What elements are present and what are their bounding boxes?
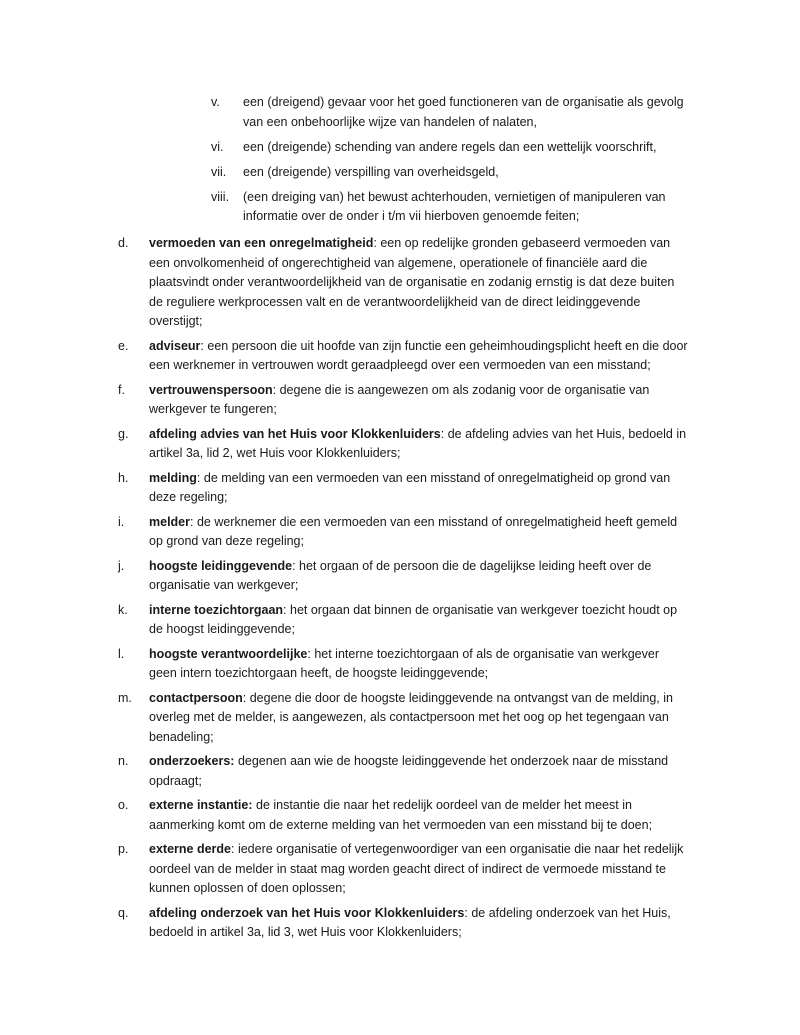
definition-term: externe derde	[149, 842, 231, 856]
definition-text: het orgaan of de persoon die de dagelijkse leiding heeft over de organisatie van werkgever;	[149, 558, 652, 592]
definition-letter: l.	[118, 646, 125, 661]
definition-letter: d.	[118, 236, 129, 250]
definition-text: de melding van een vermoeden van een misstand of onregelmatigheid op grond van deze regeling;	[149, 470, 671, 504]
definition-text: de afdeling onderzoek van het Huis, bedoeld in artikel 3a, lid 3, wet Huis voor Klokkenluiders;	[149, 905, 671, 939]
definition-text: een op redelijke gronden gebaseerd vermoeden van een onvolkomenheid of ongerechtigheid van algemene, operationele of financiële aard die plaatsvindt onder verantwoordelijkheid van de organisatie en zodanig ernstig is dat deze buiten de reguliere werkprocessen valt en de verantwoordelijkheid van de direct leidinggevende overstijgt;	[149, 236, 675, 328]
sub-item-number: viii.	[211, 189, 230, 204]
definition-item-n	[0, 752, 800, 791]
definition-letter: f.	[118, 382, 125, 397]
definition-separator: :	[196, 470, 204, 485]
definition-term: onderzoekers:	[149, 754, 235, 768]
definition-letter: i.	[118, 514, 125, 529]
definition-item-g	[0, 425, 800, 464]
sub-item-number: vi.	[211, 139, 224, 154]
definition-item-h	[0, 469, 800, 508]
definition-item-k	[0, 601, 800, 640]
definition-separator: :	[230, 842, 238, 856]
definition-separator: :	[440, 426, 448, 441]
definition-term: melding	[149, 470, 197, 485]
definition-term: afdeling advies van het Huis voor Klokkenluiders	[149, 426, 441, 441]
definition-term: hoogste leidinggevende	[149, 558, 293, 573]
definition-separator: :	[242, 690, 250, 705]
sub-item-text: een (dreigend) gevaar voor het goed functioneren van de organisatie als gevolg van een onbehoorlijke wijze van handelen of nalaten,	[243, 95, 684, 129]
definition-term: externe instantie:	[149, 798, 253, 812]
definition-term: afdeling onderzoek van het Huis voor Klokkenluiders	[149, 905, 465, 920]
definition-text: het orgaan dat binnen de organisatie van werkgever toezicht houdt op de hoogst leidinggevende;	[149, 602, 678, 636]
definition-term: interne toezichtorgaan	[149, 602, 284, 617]
definition-item-q	[0, 904, 800, 943]
definition-letter: m.	[118, 690, 132, 705]
definition-separator: :	[307, 646, 315, 661]
definition-item-i	[0, 513, 800, 552]
definition-separator: :	[272, 382, 280, 397]
definition-separator: :	[190, 514, 197, 529]
definition-text: de werknemer die een vermoeden van een misstand of onregelmatigheid heeft gemeld op grond van deze regeling;	[149, 514, 678, 548]
sub-item	[0, 163, 800, 183]
definition-text: een persoon die uit hoofde van zijn functie een geheimhoudingsplicht heeft en die door een werknemer in vertrouwen wordt geraadpleegd over een vermoeden van een misstand;	[149, 338, 688, 372]
sub-item-list	[0, 93, 800, 232]
definition-text: degene die is aangewezen om als zodanig voor de organisatie van werkgever te fungeren;	[149, 382, 650, 416]
sub-item-text: een (dreigende) verspilling van overheidsgeld,	[243, 164, 499, 179]
definition-term: vertrouwenspersoon	[149, 382, 273, 397]
sub-item-number: v.	[211, 95, 220, 109]
definition-letter: q.	[118, 905, 129, 920]
definition-item-o	[0, 796, 800, 835]
definition-letter: j.	[118, 558, 125, 573]
definition-text: degenen aan wie de hoogste leidinggevende het onderzoek naar de misstand opdraagt;	[149, 754, 669, 788]
definition-item-j	[0, 557, 800, 596]
definition-term: vermoeden van een onregelmatigheid	[149, 236, 374, 250]
definition-text: de afdeling advies van het Huis, bedoeld in artikel 3a, lid 2, wet Huis voor Klokkenluiders;	[149, 426, 687, 460]
definition-term: melder	[149, 514, 190, 529]
definition-term: contactpersoon	[149, 690, 243, 705]
definition-list	[0, 234, 800, 948]
definition-separator: :	[464, 905, 472, 920]
definition-separator: :	[283, 602, 290, 617]
definition-item-l	[0, 645, 800, 684]
definition-text: iedere organisatie of vertegenwoordiger van een organisatie die naar het redelijk oordeel van de melder in staat mag worden geacht direct of indirect de vermoede misstand te kunnen oplossen of doen oplossen;	[149, 842, 684, 895]
definition-separator: :	[292, 558, 300, 573]
sub-item-text: (een dreiging van) het bewust achterhouden, vernietigen of manipuleren van informatie over de onder i t/m vii hierboven genoemde feiten;	[243, 189, 666, 223]
definition-separator: :	[200, 338, 208, 353]
definition-letter: p.	[118, 842, 129, 856]
sub-item	[0, 188, 800, 227]
definition-item-m	[0, 689, 800, 748]
definition-text: het interne toezichtorgaan of als de organisatie van werkgever geen intern toezichtorgaan heeft, de hoogste leidinggevende;	[149, 646, 659, 680]
definition-text: de instantie die naar het redelijk oordeel van de melder het meest in aanmerking komt om de externe melding van het vermoeden van een misstand bij te doen;	[149, 798, 653, 832]
definition-letter: o.	[118, 798, 129, 812]
sub-item	[0, 138, 800, 158]
sub-item	[0, 93, 800, 132]
definition-term: hoogste verantwoordelijke	[149, 646, 308, 661]
definition-term: adviseur	[149, 338, 201, 353]
sub-item-number: vii.	[211, 164, 227, 179]
definition-letter: g.	[118, 426, 129, 441]
definition-letter: k.	[118, 602, 128, 617]
definition-item-f	[0, 381, 800, 420]
definition-letter: h.	[118, 470, 129, 485]
definition-item-p	[0, 840, 800, 899]
sub-item-text: een (dreigende) schending van andere regels dan een wettelijk voorschrift,	[243, 139, 657, 154]
definition-item-d	[0, 234, 800, 332]
definition-separator: :	[373, 236, 381, 250]
definition-letter: e.	[118, 338, 129, 353]
definition-letter: n.	[118, 754, 129, 768]
definition-text: degene die door de hoogste leidinggevende na ontvangst van de melding, in overleg met de melder, is aangewezen, als contactpersoon met het oog op het tegengaan van benadeling;	[149, 690, 673, 744]
definition-item-e	[0, 337, 800, 376]
